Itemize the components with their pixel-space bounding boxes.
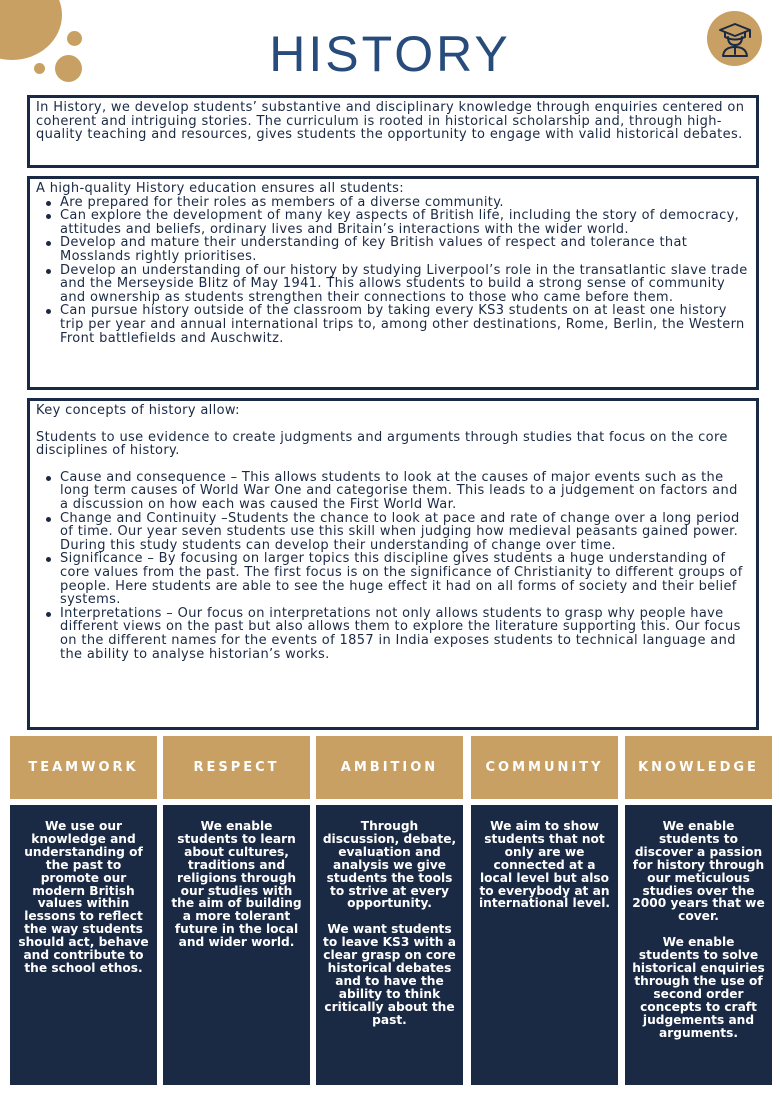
value-paragraph: We use our knowledge and understanding of the past to promote our modern British values within lessons to reflect the way students should act, behave and contribute to the school ethos. xyxy=(18,819,149,975)
value-paragraph: We enable students to discover a passion for history through our meticulous studies over the 2000 years that we cover. xyxy=(632,819,765,924)
key-concepts-intro: Students to use evidence to create judgments and arguments through studies that focus on the core disciplines of history. xyxy=(36,429,728,459)
value-description xyxy=(471,805,618,1085)
value-description xyxy=(625,805,772,1085)
value-paragraph: We want students to leave KS3 with a clear grasp on core historical debates and to have the ability to think critically about the past. xyxy=(323,922,456,1027)
value-paragraph: We enable students to learn about cultures, traditions and religions through our studies with the aim of building a more tolerant future in the local and wider world. xyxy=(171,819,302,950)
value-title: TEAMWORK xyxy=(10,736,157,799)
list-item: Can explore the development of many key aspects of British life, including the story of democracy, attitudes and beliefs, ordinary lives and Britain’s interactions with the wider world. xyxy=(36,209,750,236)
list-item: Develop and mature their understanding of key British values of respect and tolerance that Mosslands rightly prioritises. xyxy=(36,236,750,263)
intro-text: In History, we develop students’ substantive and disciplinary knowledge through enquiries centered on coherent and intriguing stories. The curriculum is rooted in historical scholarship and, through high-quality teaching and resources, gives students the opportunity to engage with valid historical debates. xyxy=(36,100,745,143)
value-description xyxy=(316,805,463,1085)
list-item: Significance – By focusing on larger topics this discipline gives students a huge understanding of core values from the past. The first focus is on the significance of Christianity to different groups of people. Here students are able to see the huge effect it had on all forms of society and their belief systems. xyxy=(36,552,750,606)
value-title: KNOWLEDGE xyxy=(625,736,772,799)
education-list xyxy=(36,196,750,346)
key-concepts-list xyxy=(36,471,750,661)
value-title: COMMUNITY xyxy=(471,736,618,799)
graduate-icon xyxy=(707,11,762,66)
value-paragraph: We enable students to solve historical enquiries through the use of second order concepts to craft judgements and arguments. xyxy=(632,935,765,1040)
value-paragraph: We aim to show students that not only are we connected at a local level but also to everybody at an international level. xyxy=(478,819,610,911)
intro-box xyxy=(27,95,759,168)
page-title: HISTORY xyxy=(269,26,511,82)
list-item: Can pursue history outside of the classroom by taking every KS3 students on at least one history trip per year and annual international trips to, among other destinations, Rome, Berlin, the Western Front battlefields and Auschwitz. xyxy=(36,304,750,345)
key-concepts-box xyxy=(27,398,759,730)
list-item: Are prepared for their roles as members of a diverse community. xyxy=(36,196,750,210)
value-paragraph: Through discussion, debate, evaluation and analysis we give students the tools to strive at every opportunity. xyxy=(322,819,457,911)
list-item: Develop an understanding of our history by studying Liverpool’s role in the transatlantic slave trade and the Merseyside Blitz of May 1941. This allows students to build a strong sense of community and ownership as students strengthen their connections to those who came before them. xyxy=(36,264,750,305)
value-description xyxy=(10,805,157,1085)
list-item: Change and Continuity –Students the chance to look at pace and rate of change over a long period of time. Our year seven students use this skill when judging how medieval peasants gained power. During this study students can develop their understanding of change over time. xyxy=(36,512,750,553)
key-concepts-heading: Key concepts of history allow: xyxy=(36,403,240,418)
value-description xyxy=(163,805,310,1085)
education-heading: A high-quality History education ensures all students: xyxy=(36,181,404,196)
value-title: RESPECT xyxy=(163,736,310,799)
education-box xyxy=(27,176,759,390)
value-title: AMBITION xyxy=(316,736,463,799)
list-item: Interpretations – Our focus on interpretations not only allows students to grasp why people have different views on the past but also allows them to explore the literature supporting this. Our focus on the different names for the events of 1857 in India exposes students to technical language and the ability to analyse historian’s works. xyxy=(36,607,750,661)
list-item: Cause and consequence – This allows students to look at the causes of major events such as the long term causes of World War One and categorise them. This leads to a judgement on factors and a discussion on how each was caused the First World War. xyxy=(36,471,750,512)
